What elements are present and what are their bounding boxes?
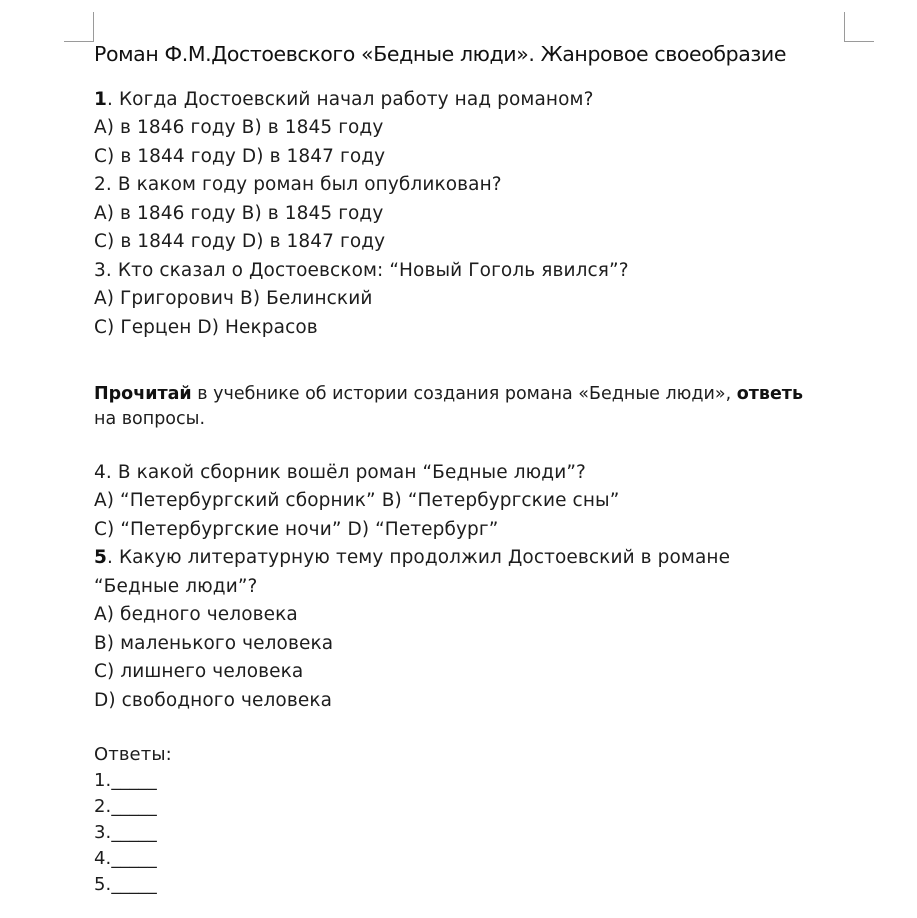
question-3: 3. Кто сказал о Достоевском: “Новый Гоголь явился”? bbox=[94, 260, 629, 281]
question-5-option-c: C) лишнего человека bbox=[94, 661, 304, 682]
question-5-number: 5 bbox=[94, 547, 107, 568]
question-5-text-continued: “Бедные люди”? bbox=[94, 576, 258, 597]
crop-mark-top-left-vertical bbox=[93, 12, 94, 42]
instruction-read: Прочитай bbox=[94, 384, 192, 404]
answer-line: 1._____ bbox=[94, 770, 157, 791]
question-2: 2. В каком году роман был опубликован? bbox=[94, 174, 502, 195]
question-4-options-ab: A) “Петербургский сборник” B) “Петербургские сны” bbox=[94, 490, 620, 511]
question-2-options-ab: A) в 1846 году B) в 1845 году bbox=[94, 203, 384, 224]
instruction-answer: ответь bbox=[736, 384, 804, 404]
question-5-option-b: B) маленького человека bbox=[94, 633, 334, 654]
question-3-options-ab: A) Григорович B) Белинский bbox=[94, 288, 373, 309]
question-1 bbox=[94, 88, 594, 112]
crop-mark-top-right-horizontal bbox=[844, 41, 874, 42]
instruction-text-1: в учебнике об истории создания романа «Бедные люди», bbox=[191, 384, 737, 404]
document-title: Роман Ф.М.Достоевского «Бедные люди». Жанровое своеобразие bbox=[94, 42, 787, 66]
crop-mark-top-right-vertical bbox=[844, 12, 845, 42]
question-4-options-cd: C) “Петербургские ночи” D) “Петербург” bbox=[94, 519, 499, 540]
crop-mark-top-left-horizontal bbox=[64, 41, 94, 42]
question-5-option-d: D) свободного человека bbox=[94, 690, 333, 711]
question-1-options-ab: A) в 1846 году B) в 1845 году bbox=[94, 117, 384, 138]
instruction-line-1 bbox=[94, 382, 803, 406]
question-1-number: 1 bbox=[94, 89, 107, 110]
question-1-options-cd: C) в 1844 году D) в 1847 году bbox=[94, 146, 386, 167]
answer-line: 4._____ bbox=[94, 848, 157, 869]
question-5-option-a: A) бедного человека bbox=[94, 604, 298, 625]
question-5-text: . Какую литературную тему продолжил Достоевский в романе bbox=[106, 547, 731, 568]
answer-line: 3._____ bbox=[94, 822, 157, 843]
instruction-line-2: на вопросы. bbox=[94, 409, 206, 429]
question-2-options-cd: C) в 1844 году D) в 1847 году bbox=[94, 231, 386, 252]
answer-line: 5._____ bbox=[94, 874, 157, 895]
question-5 bbox=[94, 546, 730, 570]
answer-line: 2._____ bbox=[94, 796, 157, 817]
question-3-options-cd: C) Герцен D) Некрасов bbox=[94, 317, 318, 338]
question-4: 4. В какой сборник вошёл роман “Бедные люди”? bbox=[94, 462, 586, 483]
question-1-text: . Когда Достоевский начал работу над романом? bbox=[106, 89, 594, 110]
answers-label: Ответы: bbox=[94, 744, 172, 765]
